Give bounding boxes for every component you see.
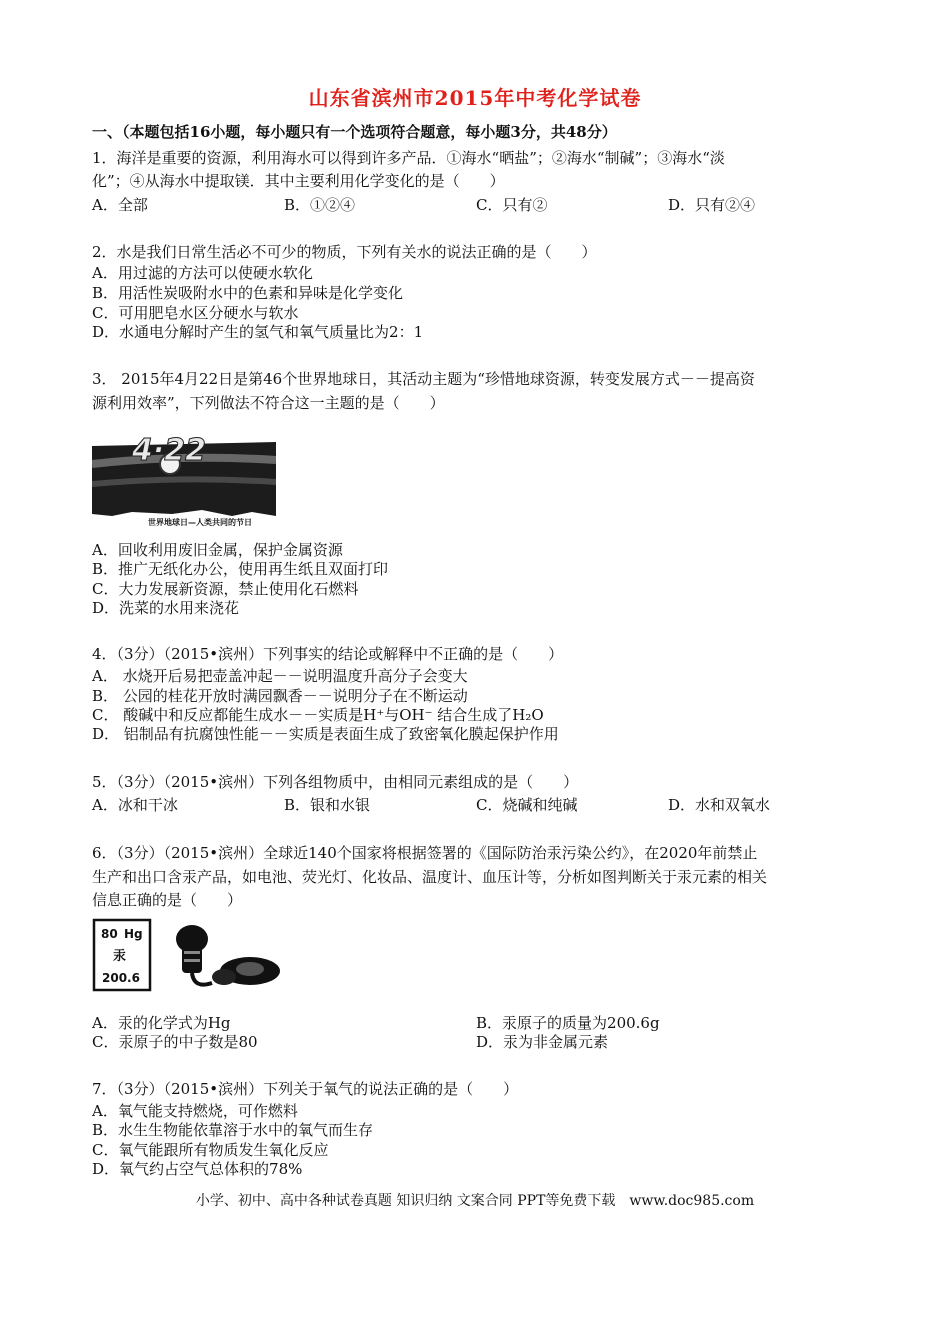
footer-banner: 小学、初中、高中各种试卷真题 知识归纳 文案合同 PPT等免费下载 www.doc985.com xyxy=(195,1193,755,1209)
q7-stem: 7．（3分）（2015•滨州）下列关于氧气的说法正确的是（ ） xyxy=(92,1080,519,1098)
q7-option-d: D．氧气约占空气总体积的78% xyxy=(92,1160,303,1178)
q4-option-d: D． 铝制品有抗腐蚀性能－－实质是表面生成了致密氧化膜起保护作用 xyxy=(92,725,559,743)
q5-option-b: B．银和水银 xyxy=(284,796,371,814)
q4-option-c: C． 酸碱中和反应都能生成水－－实质是H⁺与OH⁻ 结合生成了H₂O xyxy=(92,706,544,724)
section-heading: 一、（本题包括16小题，每小题只有一个选项符合题意，每小题3分，共48分） xyxy=(92,123,617,141)
q4-option-a: A． 水烧开后易把壶盖冲起－－说明温度升高分子会变大 xyxy=(92,667,468,685)
q1-stem-line2: 化”；④从海水中提取镁．其中主要利用化学变化的是（ ） xyxy=(92,172,505,190)
blood-pressure-meter-icon xyxy=(192,957,280,985)
q7-option-c: C．氧气能跟所有物质发生氧化反应 xyxy=(92,1141,329,1159)
q2-option-b: B．用活性炭吸附水中的色素和异味是化学变化 xyxy=(92,284,404,302)
q6-option-d: D．汞为非金属元素 xyxy=(476,1033,609,1051)
q1-stem-line1: 1．海洋是重要的资源，利用海水可以得到许多产品．①海水“晒盐”；②海水“制碱”；③海水“淡 xyxy=(92,149,725,167)
earth-day-image xyxy=(92,424,276,530)
q5-option-a: A．冰和干冰 xyxy=(92,796,178,814)
element-name: 汞 xyxy=(113,949,127,964)
element-number: 80 xyxy=(101,927,118,941)
q2-option-a: A．用过滤的方法可以使硬水软化 xyxy=(92,264,313,282)
q1-option-b: B．①②④ xyxy=(284,196,356,214)
q3-option-b: B．推广无纸化办公，使用再生纸且双面打印 xyxy=(92,560,389,578)
q4-option-b: B． 公园的桂花开放时满园飘香－－说明分子在不断运动 xyxy=(92,687,468,705)
element-mass: 200.6 xyxy=(102,971,140,985)
q5-stem: 5．（3分）（2015•滨州）下列各组物质中，由相同元素组成的是（ ） xyxy=(92,773,579,791)
q7-option-b: B．水生生物能依靠溶于水中的氧气而生存 xyxy=(92,1121,374,1139)
page-title: 山东省滨州市2015年中考化学试卷 xyxy=(308,86,642,110)
q1-option-a: A．全部 xyxy=(92,196,148,214)
q1-option-d: D．只有②④ xyxy=(668,196,756,214)
q3-option-a: A．回收利用废旧金属，保护金属资源 xyxy=(92,541,343,559)
q2-stem: 2．水是我们日常生活必不可少的物质，下列有关水的说法正确的是（ ） xyxy=(92,243,597,261)
q5-option-d: D．水和双氧水 xyxy=(668,796,771,814)
q6-option-c: C．汞原子的中子数是80 xyxy=(92,1033,258,1051)
q4-stem: 4．（3分）（2015•滨州）下列事实的结论或解释中不正确的是（ ） xyxy=(92,645,564,663)
earth-day-graphic-text: 4·22 xyxy=(132,433,207,468)
q3-option-d: D．洗菜的水用来浇花 xyxy=(92,599,240,617)
q6-option-a: A．汞的化学式为Hg xyxy=(92,1014,231,1032)
mercury-element-image xyxy=(92,917,284,993)
q3-option-c: C．大力发展新资源，禁止使用化石燃料 xyxy=(92,580,359,598)
q2-option-c: C．可用肥皂水区分硬水与软水 xyxy=(92,304,299,322)
q1-option-c: C．只有② xyxy=(476,196,548,214)
q6-stem-line1: 6．（3分）（2015•滨州）全球近140个国家将根据签署的《国际防治汞污染公约》，在2020年前禁止 xyxy=(92,844,758,862)
element-symbol: Hg xyxy=(124,927,143,941)
q2-option-d: D．水通电分解时产生的氢气和氧气质量比为2：1 xyxy=(92,323,424,341)
q5-option-c: C．烧碱和纯碱 xyxy=(476,796,578,814)
q3-stem-line2: 源利用效率”，下列做法不符合这一主题的是（ ） xyxy=(92,394,445,412)
q3-stem-line1: 3． 2015年4月22日是第46个世界地球日，其活动主题为“珍惜地球资源，转变发展方式－－提高资 xyxy=(92,370,755,388)
q6-stem-line2: 生产和出口含汞产品，如电池、荧光灯、化妆品、温度计、血压计等，分析如图判断关于汞元素的相关 xyxy=(92,868,768,886)
q6-stem-line3: 信息正确的是（ ） xyxy=(92,891,243,909)
lightbulb-icon xyxy=(176,925,208,973)
q7-option-a: A．氧气能支持燃烧，可作燃料 xyxy=(92,1102,298,1120)
earth-day-caption: 世界地球日—人类共同的节日 xyxy=(148,518,252,527)
q6-option-b: B．汞原子的质量为200.6g xyxy=(476,1014,660,1032)
